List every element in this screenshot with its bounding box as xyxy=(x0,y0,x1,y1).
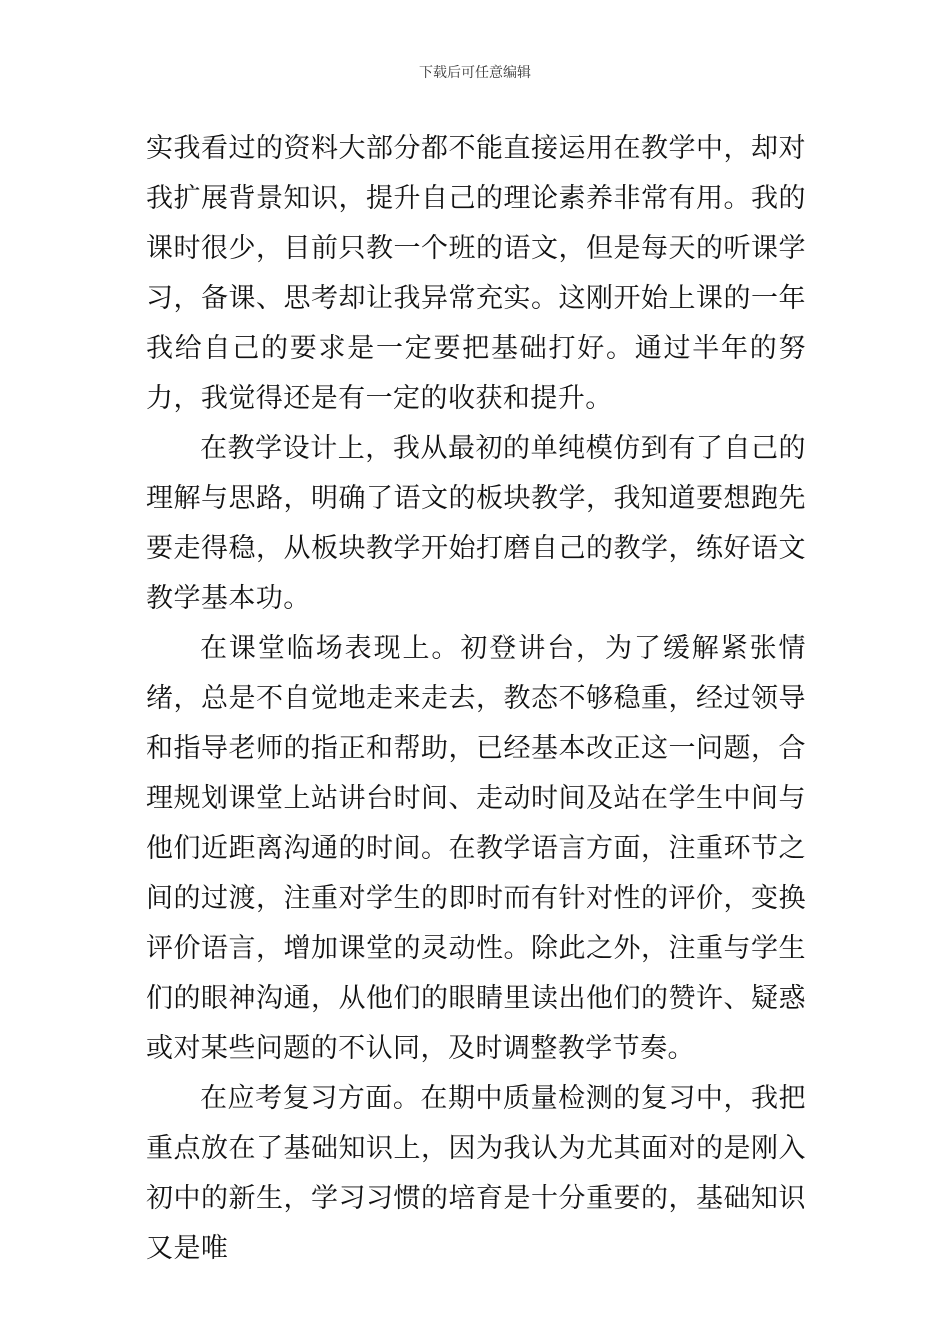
paragraph-4: 在应考复习方面。在期中质量检测的复习中，我把重点放在了基础知识上，因为我认为尤其面对的是刚入初中的新生，学习习惯的培育是十分重要的，基础知识又是唯 xyxy=(146,1083,806,1264)
page-header: 下载后可任意编辑 xyxy=(419,65,531,81)
document-body xyxy=(146,124,806,1274)
paragraph-1: 实我看过的资料大部分都不能直接运用在教学中，却对我扩展背景知识，提升自己的理论素养非常有用。我的课时很少，目前只教一个班的语文，但是每天的听课学习，备课、思考却让我异常充实。这刚开始上课的一年我给自己的要求是一定要把基础打好。通过半年的努力，我觉得还是有一定的收获和提升。 xyxy=(146,133,806,414)
paragraph-2: 在教学设计上，我从最初的单纯模仿到有了自己的理解与思路，明确了语文的板块教学，我知道要想跑先要走得稳，从板块教学开始打磨自己的教学，练好语文教学基本功。 xyxy=(146,433,806,614)
paragraph-3: 在课堂临场表现上。初登讲台，为了缓解紧张情绪，总是不自觉地走来走去，教态不够稳重，经过领导和指导老师的指正和帮助，已经基本改正这一问题，合理规划课堂上站讲台时间、走动时间及站在学生中间与他们近距离沟通的时间。在教学语言方面，注重环节之间的过渡，注重对学生的即时而有针对性的评价，变换评价语言，增加课堂的灵动性。除此之外，注重与学生们的眼神沟通，从他们的眼睛里读出他们的赞许、疑惑或对某些问题的不认同，及时调整教学节奏。 xyxy=(146,633,806,1064)
